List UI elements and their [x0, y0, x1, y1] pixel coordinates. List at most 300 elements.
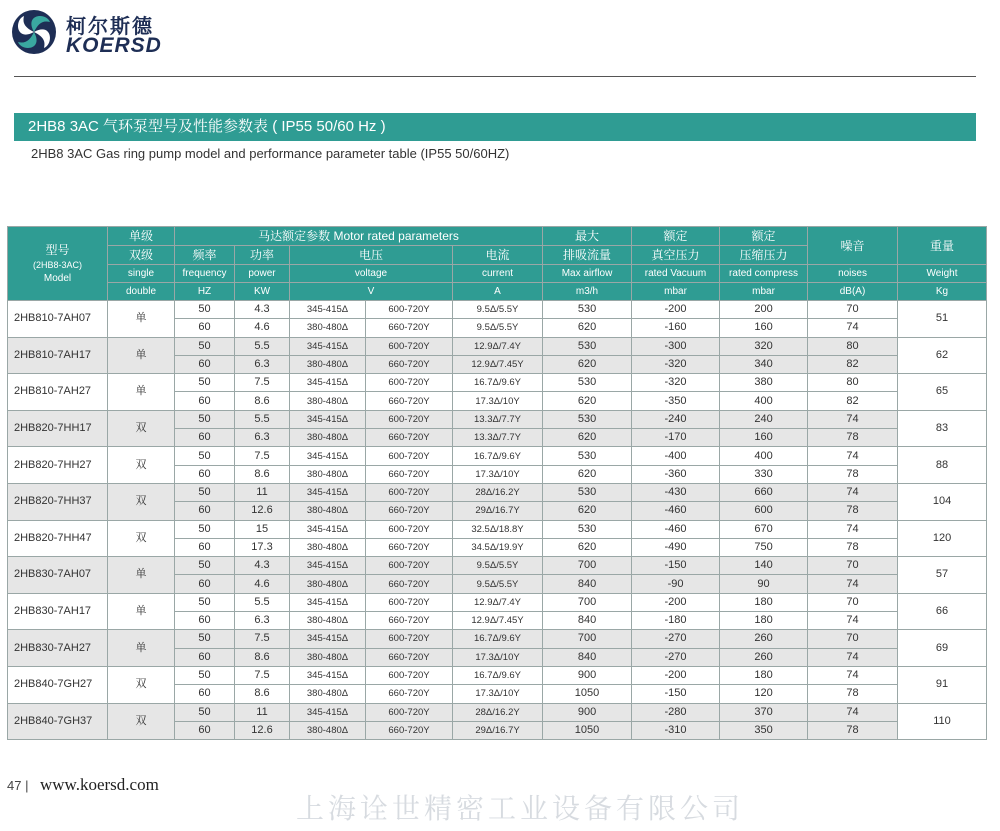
current-cell: 16.7Δ/9.6Y	[453, 374, 543, 392]
compress-cell: 120	[720, 685, 808, 703]
compress-cell: 90	[720, 575, 808, 593]
header-power-unit: KW	[235, 283, 290, 301]
vacuum-cell: -270	[632, 630, 720, 648]
frequency-cell: 60	[175, 355, 235, 373]
noise-cell: 70	[808, 301, 898, 319]
airflow-cell: 840	[543, 648, 632, 666]
airflow-cell: 530	[543, 410, 632, 428]
voltage-star-cell: 660-720Y	[366, 612, 453, 630]
voltage-star-cell: 600-720Y	[366, 410, 453, 428]
model-cell: 2HB840-7GH37	[8, 703, 108, 740]
vacuum-cell: -400	[632, 447, 720, 465]
stage-cell: 双	[108, 447, 175, 484]
frequency-cell: 50	[175, 483, 235, 501]
compress-cell: 330	[720, 465, 808, 483]
vacuum-cell: -170	[632, 429, 720, 447]
noise-cell: 78	[808, 721, 898, 739]
voltage-delta-cell: 380-480Δ	[290, 355, 366, 373]
airflow-cell: 530	[543, 374, 632, 392]
weight-cell: 91	[898, 666, 987, 703]
compress-cell: 160	[720, 429, 808, 447]
power-cell: 5.5	[235, 337, 290, 355]
frequency-cell: 60	[175, 429, 235, 447]
weight-cell: 57	[898, 557, 987, 594]
table-row	[8, 483, 987, 501]
current-cell: 29Δ/16.7Y	[453, 502, 543, 520]
current-cell: 9.5Δ/5.5Y	[453, 319, 543, 337]
frequency-cell: 60	[175, 319, 235, 337]
table-title-bar	[14, 113, 976, 141]
current-cell: 34.5Δ/19.9Y	[453, 538, 543, 556]
compress-cell: 670	[720, 520, 808, 538]
airflow-cell: 700	[543, 630, 632, 648]
compress-cell: 400	[720, 392, 808, 410]
power-cell: 5.5	[235, 593, 290, 611]
airflow-cell: 1050	[543, 685, 632, 703]
compress-cell: 600	[720, 502, 808, 520]
frequency-cell: 60	[175, 721, 235, 739]
compress-cell: 400	[720, 447, 808, 465]
table-row	[8, 703, 987, 721]
power-cell: 8.6	[235, 685, 290, 703]
table-title: 2HB8 3AC 气环泵型号及性能参数表 ( IP55 50/60 Hz )	[28, 118, 386, 135]
model-cell: 2HB830-7AH17	[8, 593, 108, 630]
current-cell: 9.5Δ/5.5Y	[453, 557, 543, 575]
current-cell: 17.3Δ/10Y	[453, 648, 543, 666]
noise-cell: 74	[808, 666, 898, 684]
header-vacuum-cn1: 额定	[632, 227, 720, 246]
vacuum-cell: -150	[632, 685, 720, 703]
stage-cell: 双	[108, 703, 175, 740]
voltage-star-cell: 600-720Y	[366, 593, 453, 611]
weight-cell: 83	[898, 410, 987, 447]
voltage-star-cell: 600-720Y	[366, 447, 453, 465]
power-cell: 4.6	[235, 575, 290, 593]
header-stage-double-en: double	[108, 283, 175, 301]
weight-cell: 69	[898, 630, 987, 667]
header-stage-double-cn: 双级	[108, 246, 175, 265]
header-compress-cn1: 额定	[720, 227, 808, 246]
vacuum-cell: -310	[632, 721, 720, 739]
voltage-star-cell: 600-720Y	[366, 337, 453, 355]
website-link[interactable]: www.koersd.com	[40, 775, 159, 794]
header-airflow-cn2: 排吸流量	[543, 246, 632, 265]
header-vacuum-unit: mbar	[632, 283, 720, 301]
airflow-cell: 620	[543, 502, 632, 520]
header-power-en: power	[235, 265, 290, 283]
performance-table	[7, 226, 987, 740]
airflow-cell: 620	[543, 429, 632, 447]
compress-cell: 160	[720, 319, 808, 337]
header-noise-unit: dB(A)	[808, 283, 898, 301]
airflow-cell: 900	[543, 703, 632, 721]
current-cell: 16.7Δ/9.6Y	[453, 666, 543, 684]
noise-cell: 78	[808, 685, 898, 703]
voltage-delta-cell: 380-480Δ	[290, 538, 366, 556]
airflow-cell: 620	[543, 538, 632, 556]
frequency-cell: 60	[175, 685, 235, 703]
power-cell: 6.3	[235, 355, 290, 373]
voltage-delta-cell: 345-415Δ	[290, 630, 366, 648]
vacuum-cell: -160	[632, 319, 720, 337]
header-weight-cn: 重量	[898, 227, 987, 265]
voltage-delta-cell: 345-415Δ	[290, 483, 366, 501]
vacuum-cell: -200	[632, 301, 720, 319]
airflow-cell: 840	[543, 575, 632, 593]
model-cell: 2HB830-7AH27	[8, 630, 108, 667]
airflow-cell: 620	[543, 465, 632, 483]
voltage-star-cell: 600-720Y	[366, 666, 453, 684]
current-cell: 29Δ/16.7Y	[453, 721, 543, 739]
airflow-cell: 900	[543, 666, 632, 684]
compress-cell: 320	[720, 337, 808, 355]
frequency-cell: 50	[175, 703, 235, 721]
compress-cell: 260	[720, 630, 808, 648]
stage-cell: 双	[108, 666, 175, 703]
frequency-cell: 50	[175, 301, 235, 319]
voltage-star-cell: 660-720Y	[366, 392, 453, 410]
header-voltage-cn: 电压	[290, 246, 453, 265]
power-cell: 4.3	[235, 301, 290, 319]
voltage-delta-cell: 380-480Δ	[290, 502, 366, 520]
header-noise-cn: 噪音	[808, 227, 898, 265]
header-model: 型号 (2HB8-3AC) Model	[8, 227, 108, 301]
stage-cell: 双	[108, 520, 175, 557]
vacuum-cell: -90	[632, 575, 720, 593]
voltage-delta-cell: 345-415Δ	[290, 447, 366, 465]
frequency-cell: 60	[175, 648, 235, 666]
voltage-star-cell: 660-720Y	[366, 538, 453, 556]
weight-cell: 110	[898, 703, 987, 740]
frequency-cell: 50	[175, 337, 235, 355]
frequency-cell: 50	[175, 447, 235, 465]
noise-cell: 70	[808, 630, 898, 648]
header-weight-unit: Kg	[898, 283, 987, 301]
airflow-cell: 620	[543, 319, 632, 337]
model-cell: 2HB810-7AH27	[8, 374, 108, 411]
header-current-cn: 电流	[453, 246, 543, 265]
header-current-en: current	[453, 265, 543, 283]
current-cell: 12.9Δ/7.4Y	[453, 337, 543, 355]
noise-cell: 74	[808, 703, 898, 721]
voltage-star-cell: 600-720Y	[366, 374, 453, 392]
voltage-star-cell: 660-720Y	[366, 355, 453, 373]
model-cell: 2HB830-7AH07	[8, 557, 108, 594]
voltage-star-cell: 600-720Y	[366, 630, 453, 648]
voltage-star-cell: 600-720Y	[366, 301, 453, 319]
table-row	[8, 447, 987, 465]
header-vacuum-cn2: 真空压力	[632, 246, 720, 265]
power-cell: 12.6	[235, 721, 290, 739]
model-cell: 2HB820-7HH47	[8, 520, 108, 557]
voltage-star-cell: 600-720Y	[366, 520, 453, 538]
current-cell: 28Δ/16.2Y	[453, 483, 543, 501]
header-stage-single-cn: 单级	[108, 227, 175, 246]
voltage-delta-cell: 380-480Δ	[290, 575, 366, 593]
power-cell: 7.5	[235, 666, 290, 684]
stage-cell: 单	[108, 630, 175, 667]
vacuum-cell: -490	[632, 538, 720, 556]
voltage-star-cell: 660-720Y	[366, 465, 453, 483]
model-cell: 2HB840-7GH27	[8, 666, 108, 703]
voltage-delta-cell: 345-415Δ	[290, 666, 366, 684]
current-cell: 13.3Δ/7.7Y	[453, 429, 543, 447]
voltage-delta-cell: 345-415Δ	[290, 557, 366, 575]
frequency-cell: 50	[175, 593, 235, 611]
power-cell: 17.3	[235, 538, 290, 556]
header-airflow-unit: m3/h	[543, 283, 632, 301]
compress-cell: 180	[720, 666, 808, 684]
airflow-cell: 620	[543, 355, 632, 373]
current-cell: 12.9Δ/7.4Y	[453, 593, 543, 611]
vacuum-cell: -200	[632, 666, 720, 684]
header-compress-cn2: 压缩压力	[720, 246, 808, 265]
noise-cell: 80	[808, 337, 898, 355]
voltage-delta-cell: 345-415Δ	[290, 337, 366, 355]
vacuum-cell: -350	[632, 392, 720, 410]
voltage-star-cell: 660-720Y	[366, 685, 453, 703]
header-voltage-unit: V	[290, 283, 453, 301]
frequency-cell: 60	[175, 465, 235, 483]
header-airflow-cn1: 最大	[543, 227, 632, 246]
vacuum-cell: -460	[632, 520, 720, 538]
noise-cell: 74	[808, 648, 898, 666]
power-cell: 11	[235, 483, 290, 501]
frequency-cell: 50	[175, 520, 235, 538]
current-cell: 12.9Δ/7.45Y	[453, 612, 543, 630]
noise-cell: 70	[808, 593, 898, 611]
voltage-star-cell: 600-720Y	[366, 557, 453, 575]
voltage-star-cell: 660-720Y	[366, 721, 453, 739]
table-row	[8, 337, 987, 355]
frequency-cell: 50	[175, 410, 235, 428]
compress-cell: 180	[720, 593, 808, 611]
current-cell: 32.5Δ/18.8Y	[453, 520, 543, 538]
power-cell: 7.5	[235, 447, 290, 465]
vacuum-cell: -200	[632, 593, 720, 611]
noise-cell: 78	[808, 502, 898, 520]
compress-cell: 380	[720, 374, 808, 392]
header-compress-unit: mbar	[720, 283, 808, 301]
vacuum-cell: -270	[632, 648, 720, 666]
power-cell: 5.5	[235, 410, 290, 428]
airflow-cell: 530	[543, 447, 632, 465]
header-weight-en: Weight	[898, 265, 987, 283]
voltage-delta-cell: 380-480Δ	[290, 721, 366, 739]
vacuum-cell: -320	[632, 355, 720, 373]
voltage-delta-cell: 345-415Δ	[290, 374, 366, 392]
noise-cell: 70	[808, 557, 898, 575]
power-cell: 4.3	[235, 557, 290, 575]
header-motor-group: 马达额定参数 Motor rated parameters	[175, 227, 543, 246]
table-row	[8, 301, 987, 319]
noise-cell: 74	[808, 575, 898, 593]
current-cell: 28Δ/16.2Y	[453, 703, 543, 721]
current-cell: 12.9Δ/7.45Y	[453, 355, 543, 373]
frequency-cell: 50	[175, 666, 235, 684]
current-cell: 17.3Δ/10Y	[453, 465, 543, 483]
noise-cell: 82	[808, 355, 898, 373]
voltage-delta-cell: 345-415Δ	[290, 520, 366, 538]
vacuum-cell: -150	[632, 557, 720, 575]
header-frequency-unit: HZ	[175, 283, 235, 301]
page-number: 47 |	[7, 778, 29, 793]
compress-cell: 200	[720, 301, 808, 319]
weight-cell: 88	[898, 447, 987, 484]
voltage-delta-cell: 345-415Δ	[290, 410, 366, 428]
company-watermark: 上海诠世精密工业设备有限公司	[296, 792, 745, 825]
vacuum-cell: -300	[632, 337, 720, 355]
frequency-cell: 60	[175, 392, 235, 410]
current-cell: 16.7Δ/9.6Y	[453, 630, 543, 648]
model-cell: 2HB820-7HH17	[8, 410, 108, 447]
table-row	[8, 593, 987, 611]
voltage-delta-cell: 380-480Δ	[290, 648, 366, 666]
voltage-star-cell: 660-720Y	[366, 319, 453, 337]
voltage-delta-cell: 380-480Δ	[290, 685, 366, 703]
compress-cell: 370	[720, 703, 808, 721]
voltage-delta-cell: 380-480Δ	[290, 612, 366, 630]
airflow-cell: 530	[543, 483, 632, 501]
power-cell: 8.6	[235, 465, 290, 483]
voltage-star-cell: 600-720Y	[366, 483, 453, 501]
voltage-delta-cell: 345-415Δ	[290, 703, 366, 721]
header-vacuum-en: rated Vacuum	[632, 265, 720, 283]
weight-cell: 51	[898, 301, 987, 338]
vacuum-cell: -180	[632, 612, 720, 630]
table-subtitle: 2HB8 3AC Gas ring pump model and performance parameter table (IP55 50/60HZ)	[31, 146, 510, 161]
voltage-star-cell: 660-720Y	[366, 575, 453, 593]
compress-cell: 180	[720, 612, 808, 630]
power-cell: 7.5	[235, 374, 290, 392]
stage-cell: 双	[108, 410, 175, 447]
koersd-logo-icon	[10, 8, 58, 56]
voltage-delta-cell: 380-480Δ	[290, 465, 366, 483]
vacuum-cell: -240	[632, 410, 720, 428]
frequency-cell: 60	[175, 612, 235, 630]
header-frequency-cn: 频率	[175, 246, 235, 265]
model-cell: 2HB810-7AH17	[8, 337, 108, 374]
airflow-cell: 700	[543, 593, 632, 611]
power-cell: 4.6	[235, 319, 290, 337]
compress-cell: 340	[720, 355, 808, 373]
current-cell: 9.5Δ/5.5Y	[453, 301, 543, 319]
airflow-cell: 530	[543, 337, 632, 355]
voltage-star-cell: 660-720Y	[366, 502, 453, 520]
current-cell: 16.7Δ/9.6Y	[453, 447, 543, 465]
stage-cell: 单	[108, 374, 175, 411]
table-row	[8, 557, 987, 575]
table-row	[8, 666, 987, 684]
brand-name-en: KOERSD	[66, 34, 162, 57]
voltage-star-cell: 660-720Y	[366, 429, 453, 447]
frequency-cell: 50	[175, 630, 235, 648]
header-divider	[14, 76, 976, 77]
noise-cell: 74	[808, 319, 898, 337]
airflow-cell: 840	[543, 612, 632, 630]
header-noise-en: noises	[808, 265, 898, 283]
power-cell: 6.3	[235, 429, 290, 447]
power-cell: 15	[235, 520, 290, 538]
weight-cell: 62	[898, 337, 987, 374]
model-cell: 2HB820-7HH27	[8, 447, 108, 484]
weight-cell: 120	[898, 520, 987, 557]
header-compress-en: rated compress	[720, 265, 808, 283]
header-power-cn: 功率	[235, 246, 290, 265]
model-cell: 2HB810-7AH07	[8, 301, 108, 338]
voltage-delta-cell: 380-480Δ	[290, 319, 366, 337]
performance-table-body	[8, 301, 987, 740]
current-cell: 9.5Δ/5.5Y	[453, 575, 543, 593]
stage-cell: 单	[108, 301, 175, 338]
voltage-star-cell: 600-720Y	[366, 703, 453, 721]
compress-cell: 660	[720, 483, 808, 501]
header-frequency-en: frequency	[175, 265, 235, 283]
noise-cell: 78	[808, 429, 898, 447]
header-stage-single-en: single	[108, 265, 175, 283]
noise-cell: 74	[808, 520, 898, 538]
compress-cell: 750	[720, 538, 808, 556]
frequency-cell: 60	[175, 575, 235, 593]
voltage-delta-cell: 345-415Δ	[290, 593, 366, 611]
stage-cell: 单	[108, 557, 175, 594]
voltage-delta-cell: 345-415Δ	[290, 301, 366, 319]
compress-cell: 240	[720, 410, 808, 428]
current-cell: 17.3Δ/10Y	[453, 685, 543, 703]
model-cell: 2HB820-7HH37	[8, 483, 108, 520]
noise-cell: 74	[808, 447, 898, 465]
vacuum-cell: -280	[632, 703, 720, 721]
stage-cell: 单	[108, 593, 175, 630]
header-current-unit: A	[453, 283, 543, 301]
vacuum-cell: -430	[632, 483, 720, 501]
voltage-star-cell: 660-720Y	[366, 648, 453, 666]
power-cell: 11	[235, 703, 290, 721]
power-cell: 7.5	[235, 630, 290, 648]
compress-cell: 140	[720, 557, 808, 575]
stage-cell: 单	[108, 337, 175, 374]
stage-cell: 双	[108, 483, 175, 520]
airflow-cell: 530	[543, 301, 632, 319]
vacuum-cell: -460	[632, 502, 720, 520]
frequency-cell: 60	[175, 538, 235, 556]
header-voltage-en: voltage	[290, 265, 453, 283]
power-cell: 12.6	[235, 502, 290, 520]
weight-cell: 66	[898, 593, 987, 630]
frequency-cell: 50	[175, 557, 235, 575]
table-row	[8, 410, 987, 428]
current-cell: 17.3Δ/10Y	[453, 392, 543, 410]
vacuum-cell: -320	[632, 374, 720, 392]
power-cell: 8.6	[235, 648, 290, 666]
table-row	[8, 630, 987, 648]
vacuum-cell: -360	[632, 465, 720, 483]
airflow-cell: 1050	[543, 721, 632, 739]
noise-cell: 74	[808, 612, 898, 630]
noise-cell: 74	[808, 410, 898, 428]
voltage-delta-cell: 380-480Δ	[290, 392, 366, 410]
noise-cell: 74	[808, 483, 898, 501]
frequency-cell: 50	[175, 374, 235, 392]
compress-cell: 350	[720, 721, 808, 739]
noise-cell: 80	[808, 374, 898, 392]
compress-cell: 260	[720, 648, 808, 666]
table-row	[8, 520, 987, 538]
current-cell: 13.3Δ/7.7Y	[453, 410, 543, 428]
noise-cell: 78	[808, 465, 898, 483]
weight-cell: 104	[898, 483, 987, 520]
airflow-cell: 530	[543, 520, 632, 538]
